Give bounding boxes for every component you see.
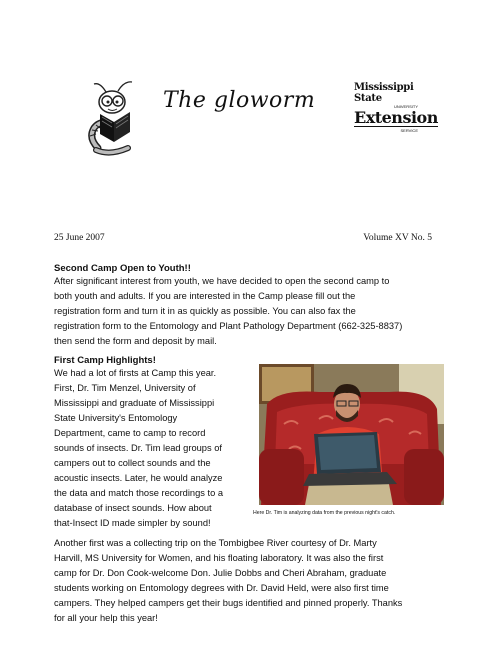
photo-caption: Here Dr. Tim is analyzing data from the previous night's catch. (253, 510, 396, 516)
article-3-line: for all your help this year! (54, 613, 158, 623)
article-2-line: First, Dr. Tim Menzel, University of (54, 383, 196, 393)
article-3-line: students working on Entomology degrees with Dr. David Held, were also first time (54, 583, 389, 593)
article-2-line: sounds of insects. Dr. Tim lead groups of (54, 443, 222, 453)
ext-logo-main: Extension (354, 108, 438, 127)
article-2-line: We had a lot of firsts at Camp this year. (54, 368, 217, 378)
reading-worm-logo-icon (80, 78, 160, 158)
ext-logo-service: SERVICE (400, 128, 418, 133)
article-2-line: Mississippi and graduate of Mississippi (54, 398, 215, 408)
article-2-line: campers out to collect sounds and the (54, 458, 211, 468)
camp-photo (259, 364, 444, 505)
article-2-line: database of insect sounds. How about (54, 503, 212, 513)
article-1-line: After significant interest from youth, we have decided to open the second camp to (54, 276, 390, 286)
article-3-line: Another first was a collecting trip on the Tombigbee River courtesy of Dr. Marty (54, 538, 377, 548)
ext-logo-university: UNIVERSITY (393, 104, 418, 109)
ext-logo-top: Mississippi State (354, 82, 414, 104)
issue-date: 25 June 2007 (54, 233, 105, 243)
article-1-line: then send the form and deposit by mail. (54, 336, 217, 346)
article-1-line: both youth and adults. If you are interested in the Camp please fill out the (54, 291, 356, 301)
dateline (54, 233, 432, 247)
extension-logo (354, 82, 438, 133)
article-2-line: that-Insect ID made simpler by sound! (54, 518, 211, 528)
article-2-line: acoustic insects. Later, he would analyze (54, 473, 223, 483)
article-2-line: the data and match those recordings to a (54, 488, 224, 498)
newsletter-title: The gloworm (163, 88, 316, 113)
article-1-heading: Second Camp Open to Youth!! (54, 263, 191, 274)
article-2-line: State University's Entomology (54, 413, 178, 423)
issue-volume: Volume XV No. 5 (363, 233, 432, 243)
article-2-heading: First Camp Highlights! (54, 355, 156, 366)
article-1-line: registration form and turn it in as quickly as possible. You can also fax the (54, 306, 356, 316)
article-1-body (54, 274, 402, 349)
masthead (0, 0, 502, 170)
article-3-line: campers. They helped campers get their bugs identified and pinned properly. Thanks (54, 598, 403, 608)
article-1-line: registration form to the Entomology and Plant Pathology Department (662-325-8837) (54, 321, 403, 331)
article-3-line: Harvill, MS University for Women, and his floating laboratory. It was also the first (54, 553, 384, 563)
article-2-line: Department, came to camp to record (54, 428, 206, 438)
article-2-body (54, 366, 223, 531)
article-3-body (54, 536, 402, 626)
article-3-line: camp for Dr. Don Cook-welcome Don. Julie Dobbs and Cheri Abraham, graduate (54, 568, 387, 578)
